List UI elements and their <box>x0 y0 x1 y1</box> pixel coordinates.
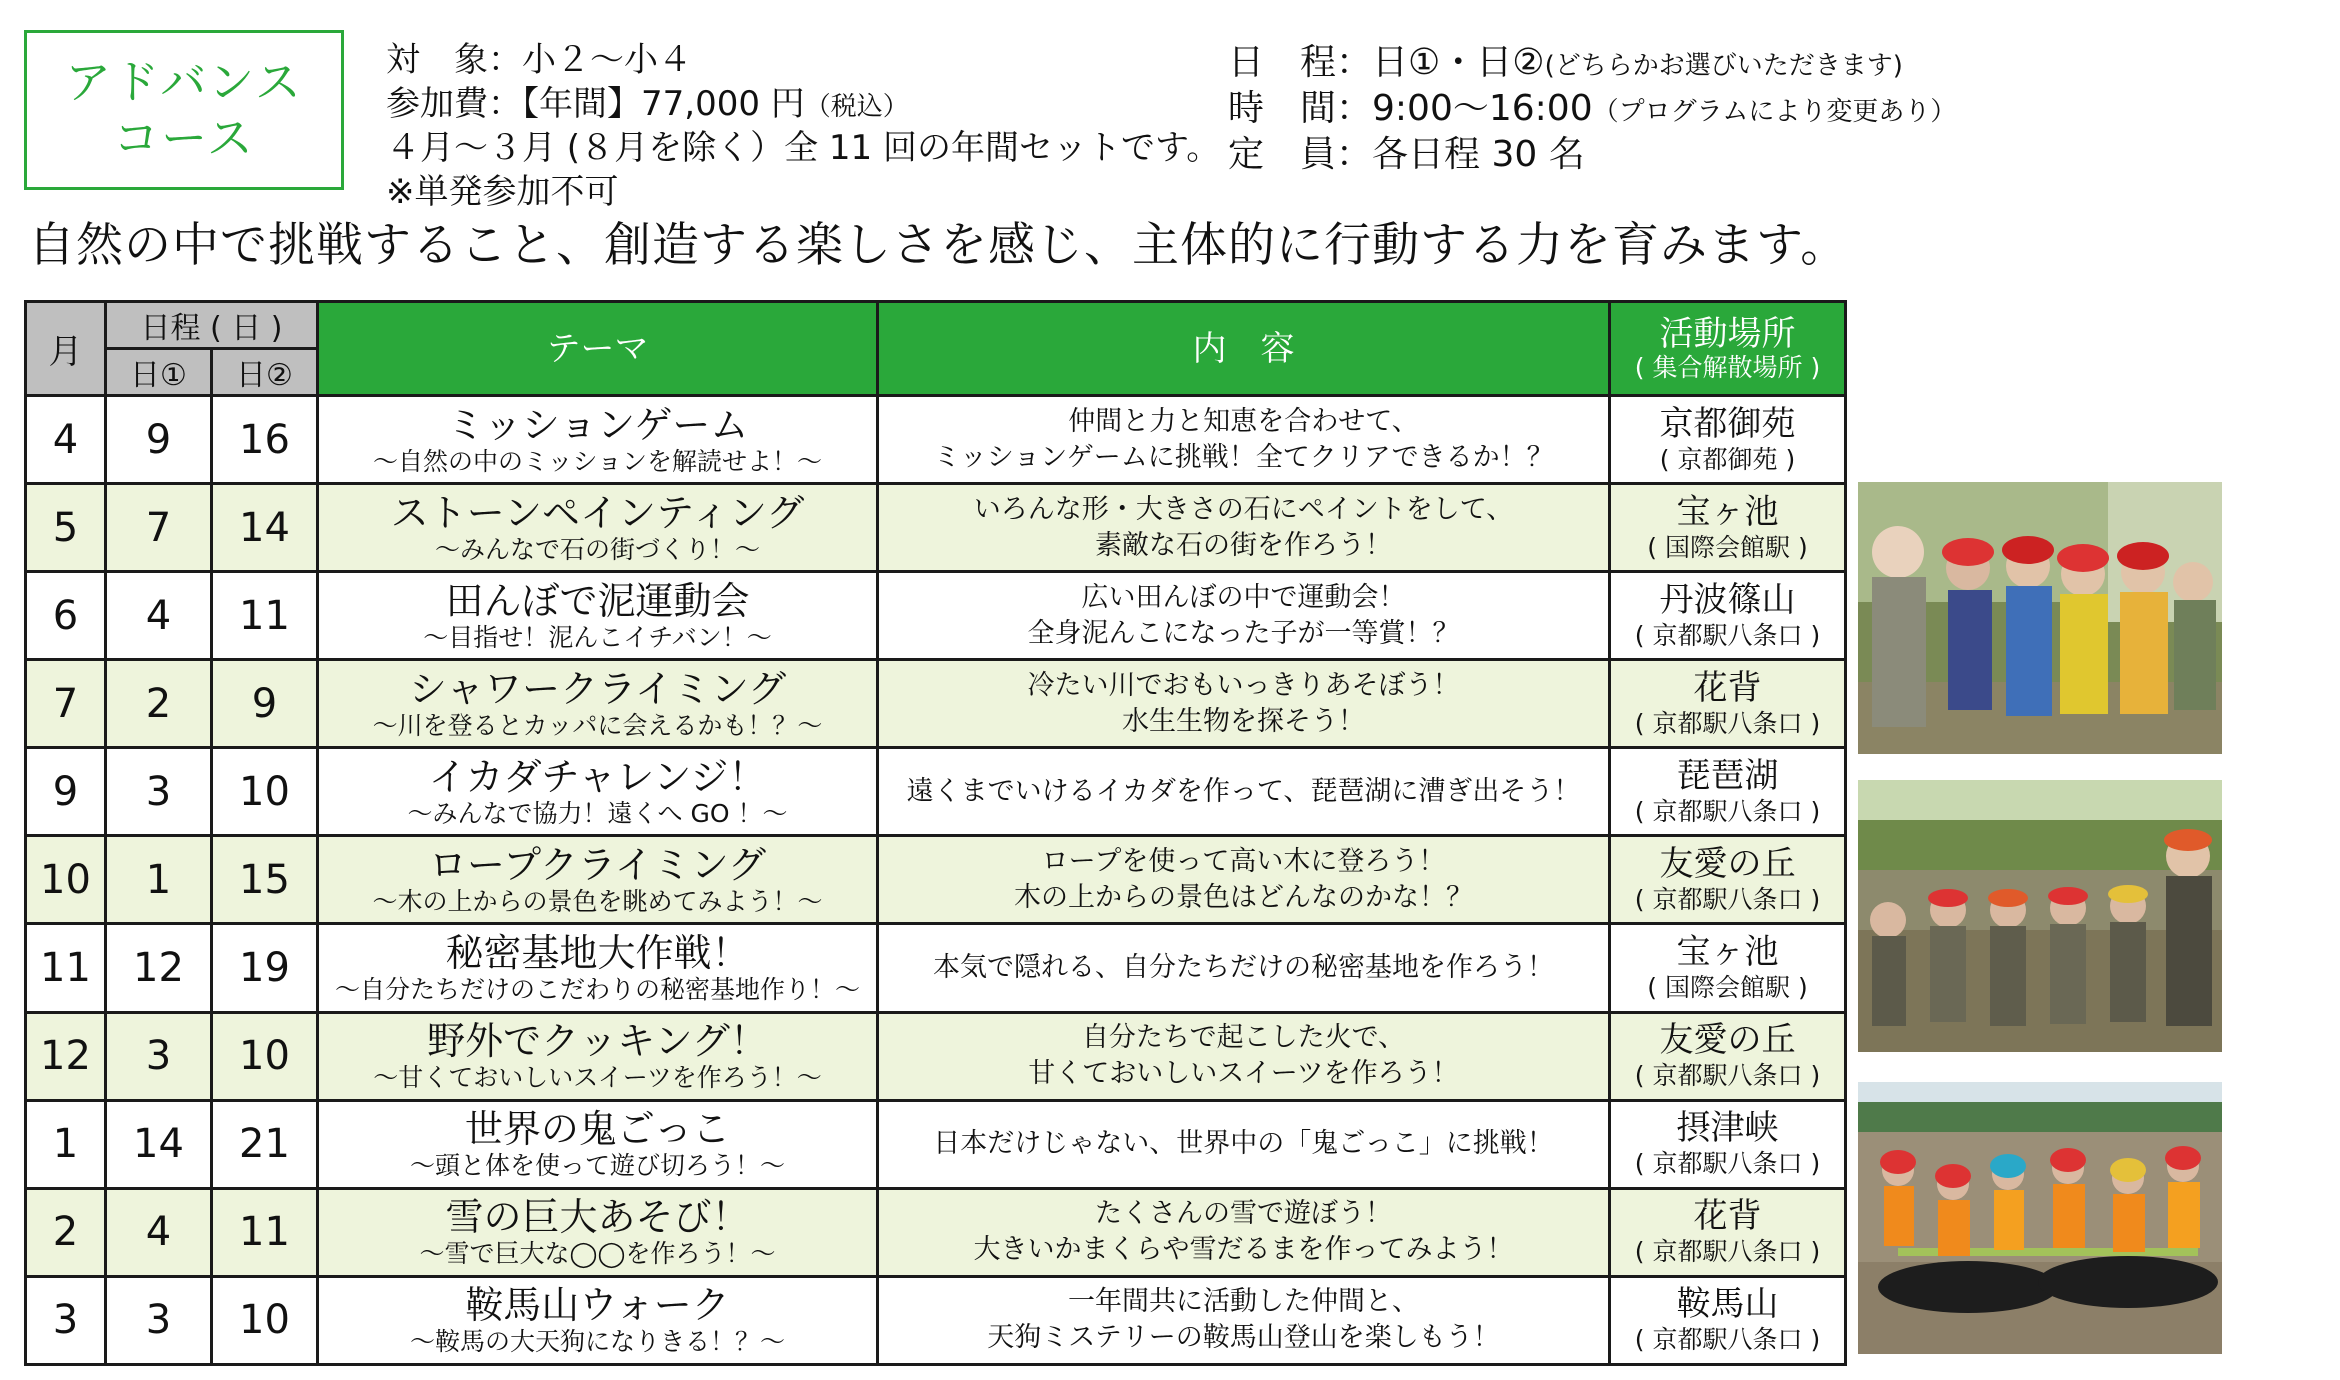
month-cell: 10 <box>26 836 106 924</box>
day1-cell: 12 <box>106 924 212 1012</box>
day2-cell: 14 <box>212 484 318 572</box>
place-cell <box>1610 660 1846 748</box>
place-name: 友愛の丘 <box>1659 843 1796 884</box>
meeting-point: ( 国際会館駅 ) <box>1647 532 1808 562</box>
content-cell <box>878 572 1610 660</box>
header-day2: 日② <box>212 349 318 396</box>
day2-cell: 10 <box>212 748 318 836</box>
single-note-row <box>386 170 1220 214</box>
header-theme-label: テーマ <box>546 328 649 369</box>
header-theme <box>318 302 878 396</box>
meeting-point: ( 京都駅八条口 ) <box>1634 1237 1821 1267</box>
table-row <box>26 484 1846 572</box>
day2-cell: 21 <box>212 1100 318 1188</box>
content-cell <box>878 1188 1610 1276</box>
day2-cell: 15 <box>212 836 318 924</box>
theme-cell <box>318 1188 878 1276</box>
meeting-point: ( 京都駅八条口 ) <box>1634 620 1821 650</box>
meeting-point: ( 京都御苑 ) <box>1659 444 1796 474</box>
content-line-1: いろんな形・大きさの石にペイントをして、 <box>973 493 1514 525</box>
month-cell: 11 <box>26 924 106 1012</box>
header-place-sub: ( 集合解散場所 ) <box>1634 352 1821 382</box>
schedule-table <box>24 300 1847 1366</box>
place-cell <box>1610 484 1846 572</box>
meeting-point: ( 京都駅八条口 ) <box>1634 796 1821 826</box>
table-row <box>26 836 1846 924</box>
day2-cell: 11 <box>212 1188 318 1276</box>
content-line-1: 本気で隠れる、自分たちだけの秘密基地を作ろう！ <box>933 952 1554 983</box>
theme-title: 秘密基地大作戦！ <box>445 931 750 975</box>
day2-cell: 10 <box>212 1012 318 1100</box>
header-content <box>878 302 1610 396</box>
place-name: 友愛の丘 <box>1659 1020 1796 1061</box>
table-row <box>26 748 1846 836</box>
month-cell: 6 <box>26 572 106 660</box>
meeting-point: ( 京都駅八条口 ) <box>1634 1149 1821 1179</box>
theme-title: 雪の巨大あそび！ <box>445 1195 750 1240</box>
theme-subtitle: 〜甘くておいしいスイーツを作ろう！〜 <box>373 1063 822 1093</box>
place-name: 花背 <box>1693 1196 1762 1237</box>
theme-subtitle: 〜雪で巨大な◯◯を作ろう！〜 <box>419 1239 776 1269</box>
photo-kids-raft <box>1858 1082 2222 1354</box>
month-cell: 1 <box>26 1100 106 1188</box>
theme-title: シャワークライミング <box>408 666 787 711</box>
schedule-row <box>1228 40 1956 86</box>
place-cell <box>1610 1012 1846 1100</box>
theme-subtitle: 〜頭と体を使って遊び切ろう！〜 <box>409 1151 785 1181</box>
theme-title: イカダチャレンジ！ <box>428 754 767 799</box>
theme-cell <box>318 660 878 748</box>
content-line-1: ロープを使って高い木に登ろう！ <box>1041 845 1446 877</box>
table-row <box>26 1188 1846 1276</box>
content-line-2: 天狗ミステリーの鞍馬山登山を楽しもう！ <box>987 1322 1500 1354</box>
place-cell <box>1610 924 1846 1012</box>
course-title-line2: コース <box>113 111 255 165</box>
theme-cell <box>318 1012 878 1100</box>
theme-title: 田んぼで泥運動会 <box>445 578 750 623</box>
course-info-right <box>1228 40 1956 178</box>
course-title-line1: アドバンス <box>65 55 303 109</box>
content-line-1: 日本だけじゃない、世界中の「鬼ごっこ」に挑戦！ <box>933 1128 1554 1160</box>
place-cell <box>1610 1276 1846 1364</box>
day1-cell: 9 <box>106 396 212 484</box>
theme-cell <box>318 1100 878 1188</box>
theme-cell <box>318 484 878 572</box>
content-line-1: 冷たい川でおもいっきりあそぼう！ <box>1027 669 1460 701</box>
month-cell: 12 <box>26 1012 106 1100</box>
content-cell <box>878 1100 1610 1188</box>
content-cell <box>878 484 1610 572</box>
target-label: 対 象： <box>386 40 522 80</box>
theme-title: ミッションゲーム <box>446 402 749 447</box>
header-month: 月 <box>26 302 106 396</box>
day2-cell: 9 <box>212 660 318 748</box>
day2-cell: 19 <box>212 924 318 1012</box>
content-line-1: 広い田んぼの中で運動会！ <box>1081 581 1406 613</box>
meeting-point: ( 京都駅八条口 ) <box>1634 1061 1821 1091</box>
schedule-label: 日 程： <box>1228 42 1373 83</box>
time-value: 9:00〜16:00 <box>1372 88 1593 129</box>
meeting-point: ( 京都駅八条口 ) <box>1634 884 1821 914</box>
theme-subtitle: 〜川を登るとカッパに会えるかも！？〜 <box>372 710 823 740</box>
content-line-2: 木の上からの景色はどんなのかな！？ <box>1014 881 1473 913</box>
header-dates: 日程 ( 日 ) <box>106 302 318 349</box>
content-line-2: 水生生物を探そう！ <box>1122 705 1365 737</box>
day1-cell: 3 <box>106 748 212 836</box>
header-place-label: 活動場所 <box>1659 313 1796 354</box>
place-name: 鞍馬山 <box>1676 1284 1779 1325</box>
month-cell: 5 <box>26 484 106 572</box>
place-name: 摂津峡 <box>1676 1108 1779 1149</box>
theme-cell <box>318 396 878 484</box>
content-line-1: 自分たちで起こした火で、 <box>1081 1022 1406 1054</box>
content-cell <box>878 924 1610 1012</box>
content-line-2: 素敵な石の街を作ろう！ <box>1095 529 1392 561</box>
place-cell <box>1610 748 1846 836</box>
place-name: 宝ヶ池 <box>1676 932 1779 972</box>
content-line-1: 仲間と力と知恵を合わせて、 <box>1068 405 1419 437</box>
content-cell <box>878 1012 1610 1100</box>
content-line-1: 遠くまでいけるイカダを作って、琵琶湖に漕ぎ出そう！ <box>906 775 1581 807</box>
content-line-1: 一年間共に活動した仲間と、 <box>1068 1286 1419 1318</box>
capacity-label: 定 員： <box>1228 134 1373 175</box>
theme-title: 鞍馬山ウォーク <box>465 1283 730 1328</box>
schedule-body <box>26 396 1846 1365</box>
tagline: 自然の中で挑戦すること、創造する楽しさを感じ、主体的に行動する力を育みます。 <box>28 218 1849 273</box>
photo-kids-mud <box>1858 780 2222 1052</box>
table-row <box>26 924 1846 1012</box>
content-line-2: 全身泥んこになった子が一等賞！？ <box>1027 617 1460 649</box>
content-line-2: ミッションゲームに挑戦！全てクリアできるか！？ <box>933 441 1554 473</box>
fee-value: 【年間】77,000 円 <box>522 84 805 124</box>
table-row <box>26 660 1846 748</box>
content-cell <box>878 1276 1610 1364</box>
content-cell <box>878 660 1610 748</box>
theme-cell <box>318 924 878 1012</box>
month-cell: 3 <box>26 1276 106 1364</box>
theme-cell <box>318 836 878 924</box>
day1-cell: 3 <box>106 1276 212 1364</box>
capacity-value: 各日程 30 名 <box>1372 134 1585 175</box>
theme-subtitle: 〜自分たちだけのこだわりの秘密基地作り！〜 <box>334 975 860 1004</box>
content-cell <box>878 836 1610 924</box>
place-name: 丹波篠山 <box>1659 579 1796 620</box>
day2-cell: 11 <box>212 572 318 660</box>
month-cell: 9 <box>26 748 106 836</box>
month-cell: 2 <box>26 1188 106 1276</box>
month-cell: 7 <box>26 660 106 748</box>
table-row <box>26 1276 1846 1364</box>
capacity-row <box>1228 132 1956 178</box>
day2-cell: 10 <box>212 1276 318 1364</box>
meeting-point: ( 国際会館駅 ) <box>1647 973 1808 1002</box>
fee-label: 参加費： <box>386 84 522 124</box>
day1-cell: 7 <box>106 484 212 572</box>
place-cell <box>1610 1100 1846 1188</box>
theme-subtitle: 〜みんなで協力！遠くへ GO ！〜 <box>407 798 788 828</box>
header-day1: 日① <box>106 349 212 396</box>
single-note-value: ※単発参加不可 <box>386 172 619 212</box>
month-cell: 4 <box>26 396 106 484</box>
day1-cell: 4 <box>106 1188 212 1276</box>
fee-row <box>386 82 1220 126</box>
table-row <box>26 572 1846 660</box>
day2-cell: 16 <box>212 396 318 484</box>
target-value: 小２〜小４ <box>522 40 692 80</box>
header-content-label: 内 容 <box>1192 328 1295 369</box>
theme-subtitle: 〜鞍馬の大天狗になりきる！？〜 <box>409 1327 785 1357</box>
content-line-2: 甘くておいしいスイーツを作ろう！ <box>1028 1058 1459 1090</box>
theme-title: 世界の鬼ごっこ <box>464 1107 731 1152</box>
header-place <box>1610 302 1846 396</box>
place-cell <box>1610 572 1846 660</box>
theme-cell <box>318 572 878 660</box>
target-row <box>386 38 1220 82</box>
theme-title: 野外でクッキング！ <box>427 1019 768 1064</box>
place-name: 花背 <box>1693 667 1762 708</box>
place-cell <box>1610 836 1846 924</box>
content-line-1: たくさんの雪で遊ぼう！ <box>1095 1198 1392 1230</box>
theme-title: ロープクライミング <box>428 842 767 887</box>
course-info-left <box>386 38 1220 214</box>
place-cell <box>1610 1188 1846 1276</box>
table-row <box>26 396 1846 484</box>
time-row <box>1228 86 1956 132</box>
theme-subtitle: 〜目指せ！泥んこイチバン！〜 <box>423 622 772 652</box>
meeting-point: ( 京都駅八条口 ) <box>1634 708 1821 738</box>
table-row <box>26 1100 1846 1188</box>
theme-title: ストーンペインティング <box>390 490 805 535</box>
place-name: 宝ヶ池 <box>1676 491 1779 532</box>
place-cell <box>1610 396 1846 484</box>
table-row <box>26 1012 1846 1100</box>
day1-cell: 2 <box>106 660 212 748</box>
meeting-point: ( 京都駅八条口 ) <box>1634 1325 1821 1355</box>
course-label-box <box>24 30 344 190</box>
place-name: 琵琶湖 <box>1676 755 1779 796</box>
place-name: 京都御苑 <box>1659 403 1796 444</box>
content-cell <box>878 396 1610 484</box>
content-line-2: 大きいかまくらや雪だるまを作ってみよう！ <box>973 1234 1514 1266</box>
day1-cell: 1 <box>106 836 212 924</box>
period-value: ４月〜３月 (８月を除く）全 11 回の年間セットです。 <box>386 128 1221 168</box>
theme-subtitle: 〜みんなで石の街づくり！〜 <box>434 534 760 564</box>
theme-cell <box>318 1276 878 1364</box>
time-label: 時 間： <box>1228 88 1373 129</box>
content-cell <box>878 748 1610 836</box>
time-note: （プログラムにより変更あり） <box>1592 97 1957 127</box>
day1-cell: 4 <box>106 572 212 660</box>
schedule-value: 日①・日② <box>1372 42 1545 83</box>
theme-subtitle: 〜自然の中のミッションを解読せよ！〜 <box>372 446 822 476</box>
schedule-note: (どちらかお選びいただきます) <box>1544 51 1903 81</box>
day1-cell: 14 <box>106 1100 212 1188</box>
fee-tax-note: （税込） <box>804 92 909 122</box>
photo-kids-forest <box>1858 482 2222 754</box>
theme-cell <box>318 748 878 836</box>
theme-subtitle: 〜木の上からの景色を眺めてみよう！〜 <box>372 886 823 916</box>
day1-cell: 3 <box>106 1012 212 1100</box>
period-row <box>386 126 1220 170</box>
